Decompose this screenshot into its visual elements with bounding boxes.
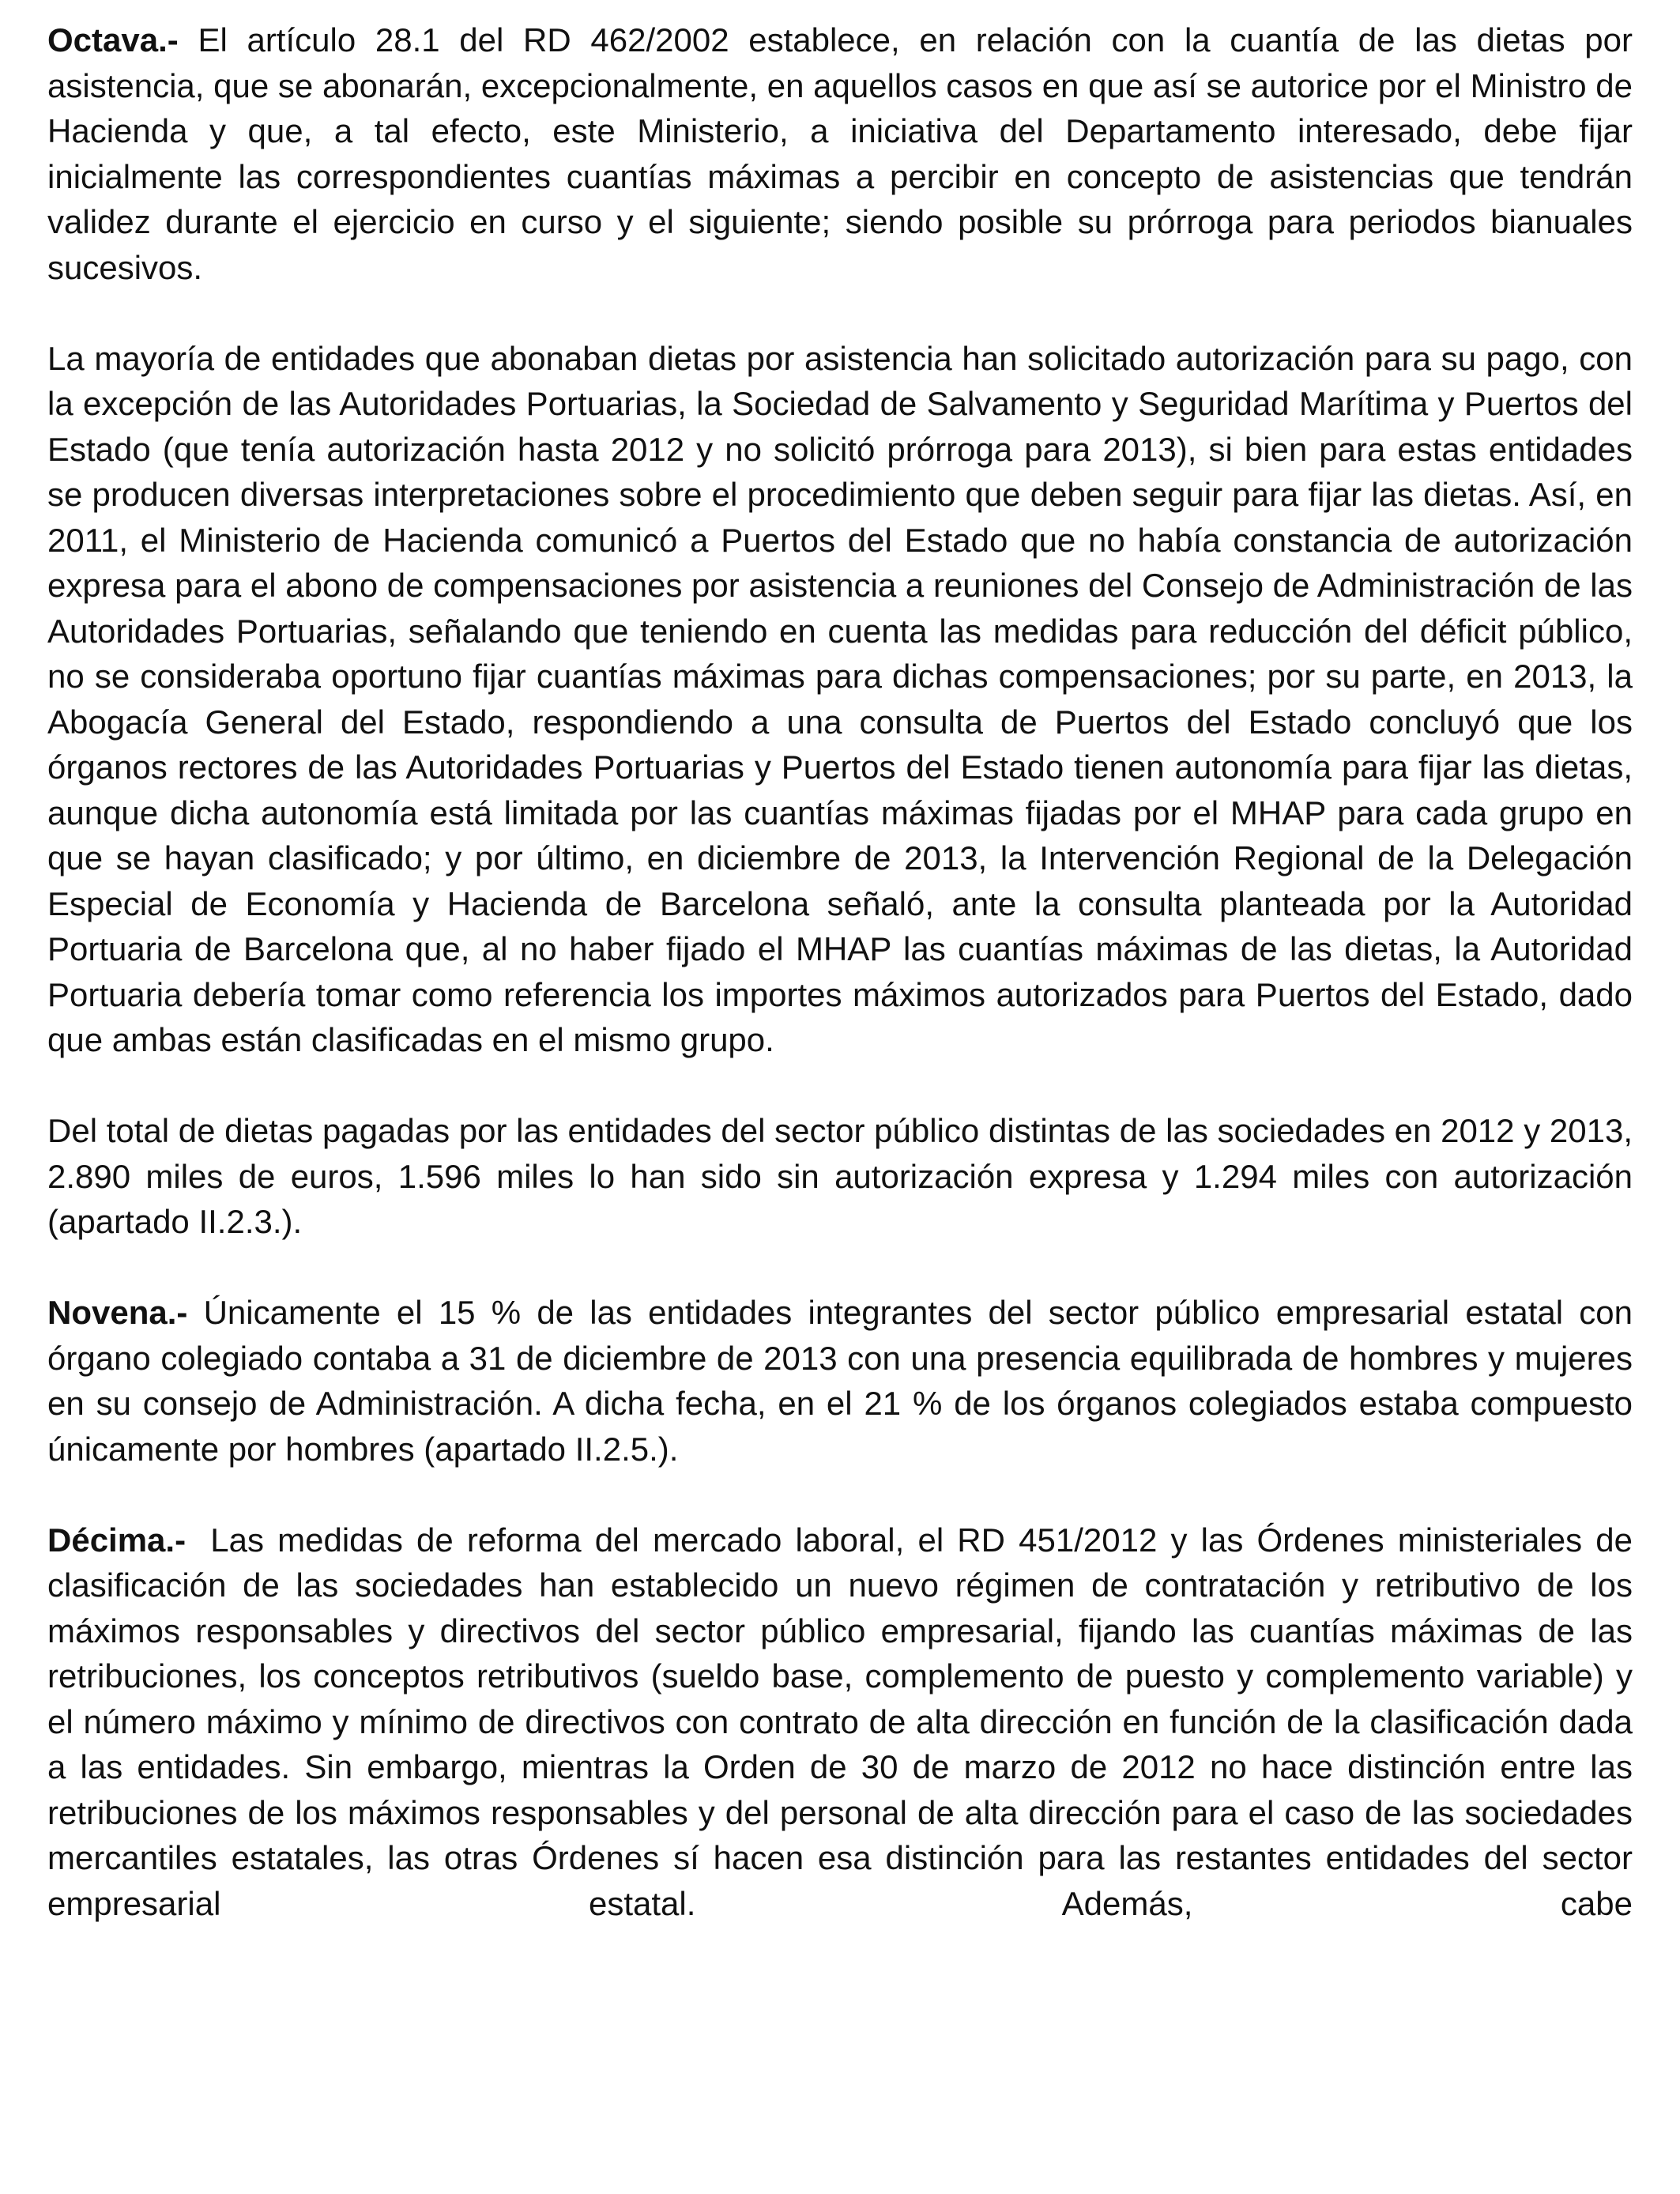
paragraph-text-dietas-autorizacion: La mayoría de entidades que abonaban dietas por asistencia han solicitado autorización para su pago, con la excepción de las Autoridades Portuarias, la Sociedad de Salvamento y Seguridad Marítima y Puertos del Estado (que tenía autorización hasta 2012 y no solicitó prórroga para 2013), si bien para estas entidades se producen diversas interpretaciones sobre el procedimiento que deben seguir para fijar las dietas. Así, en 2011, el Ministerio de Hacienda comunicó a Puertos del Estado que no había constancia de autorización expresa para el abono de compensaciones por asistencia a reuniones del Consejo de Administración de las Autoridades Portuarias, señalando que teniendo en cuenta las medidas para reducción del déficit público, no se consideraba oportuno fijar cuantías máximas para dichas compensaciones; por su parte, en 2013, la Abogacía General del Estado, respondiendo a una consulta de Puertos del Estado concluyó que los órganos rectores de las Autoridades Portuarias y Puertos del Estado tienen autonomía para fijar las dietas, aunque dicha autonomía está limitada por las cuantías máximas fijadas por el MHAP para cada grupo en que se hayan clasificado; y por último, en diciembre de 2013, la Intervención Regional de la Delegación Especial de Economía y Hacienda de Barcelona señaló, ante la consulta planteada por la Autoridad Portuaria de Barcelona que, al no haber fijado el MHAP las cuantías máximas de las dietas, la Autoridad Portuaria debería tomar como referencia los importes máximos autorizados para Puertos del Estado, dado que ambas están clasificadas en el mismo grupo. [47, 339, 1633, 1058]
paragraph-novena [47, 1290, 1633, 1472]
paragraph-heading-decima: Décima.- [47, 1521, 186, 1559]
paragraph-heading-octava: Octava.- [47, 21, 179, 58]
paragraph-dietas-autorizacion [47, 336, 1633, 1063]
paragraph-text-octava: El artículo 28.1 del RD 462/2002 establece, en relación con la cuantía de las dietas por asistencia, que se abonarán, excepcionalmente, en aquellos casos en que así se autorice por el Ministro de Hacienda y que, a tal efecto, este Ministerio, a iniciativa del Departamento interesado, debe fijar inicialmente las correspondientes cuantías máximas a percibir en concepto de asistencias que tendrán validez durante el ejercicio en curso y el siguiente; siendo posible su prórroga para periodos bianuales sucesivos. [47, 21, 1633, 286]
paragraph-octava [47, 17, 1633, 290]
document-body [47, 17, 1633, 1926]
paragraph-decima [47, 1517, 1633, 1927]
paragraph-text-novena: Únicamente el 15 % de las entidades integrantes del sector público empresarial estatal con órgano colegiado contaba a 31 de diciembre de 2013 con una presencia equilibrada de hombres y mujeres en su consejo de Administración. A dicha fecha, en el 21 % de los órganos colegiados estaba compuesto únicamente por hombres (apartado II.2.5.). [47, 1294, 1633, 1468]
paragraph-text-total-dietas: Del total de dietas pagadas por las entidades del sector público distintas de las sociedades en 2012 y 2013, 2.890 miles de euros, 1.596 miles lo han sido sin autorización expresa y 1.294 miles con autorización (apartado II.2.3.). [47, 1112, 1633, 1240]
paragraph-text-decima: Las medidas de reforma del mercado laboral, el RD 451/2012 y las Órdenes ministeriales de clasificación de las sociedades han establecido un nuevo régimen de contratación y retributivo de los máximos responsables y directivos del sector público empresarial, fijando las cuantías máximas de las retribuciones, los conceptos retributivos (sueldo base, complemento de puesto y complemento variable) y el número máximo y mínimo de directivos con contrato de alta dirección en función de la clasificación dada a las entidades. Sin embargo, mientras la Orden de 30 de marzo de 2012 no hace distinción entre las retribuciones de los máximos responsables y del personal de alta dirección para el caso de las sociedades mercantiles estatales, las otras Órdenes sí hacen esa distinción para las restantes entidades del sector empresarial estatal. Además, cabe [47, 1521, 1633, 1922]
paragraph-heading-novena: Novena.- [47, 1294, 188, 1331]
paragraph-total-dietas [47, 1108, 1633, 1245]
